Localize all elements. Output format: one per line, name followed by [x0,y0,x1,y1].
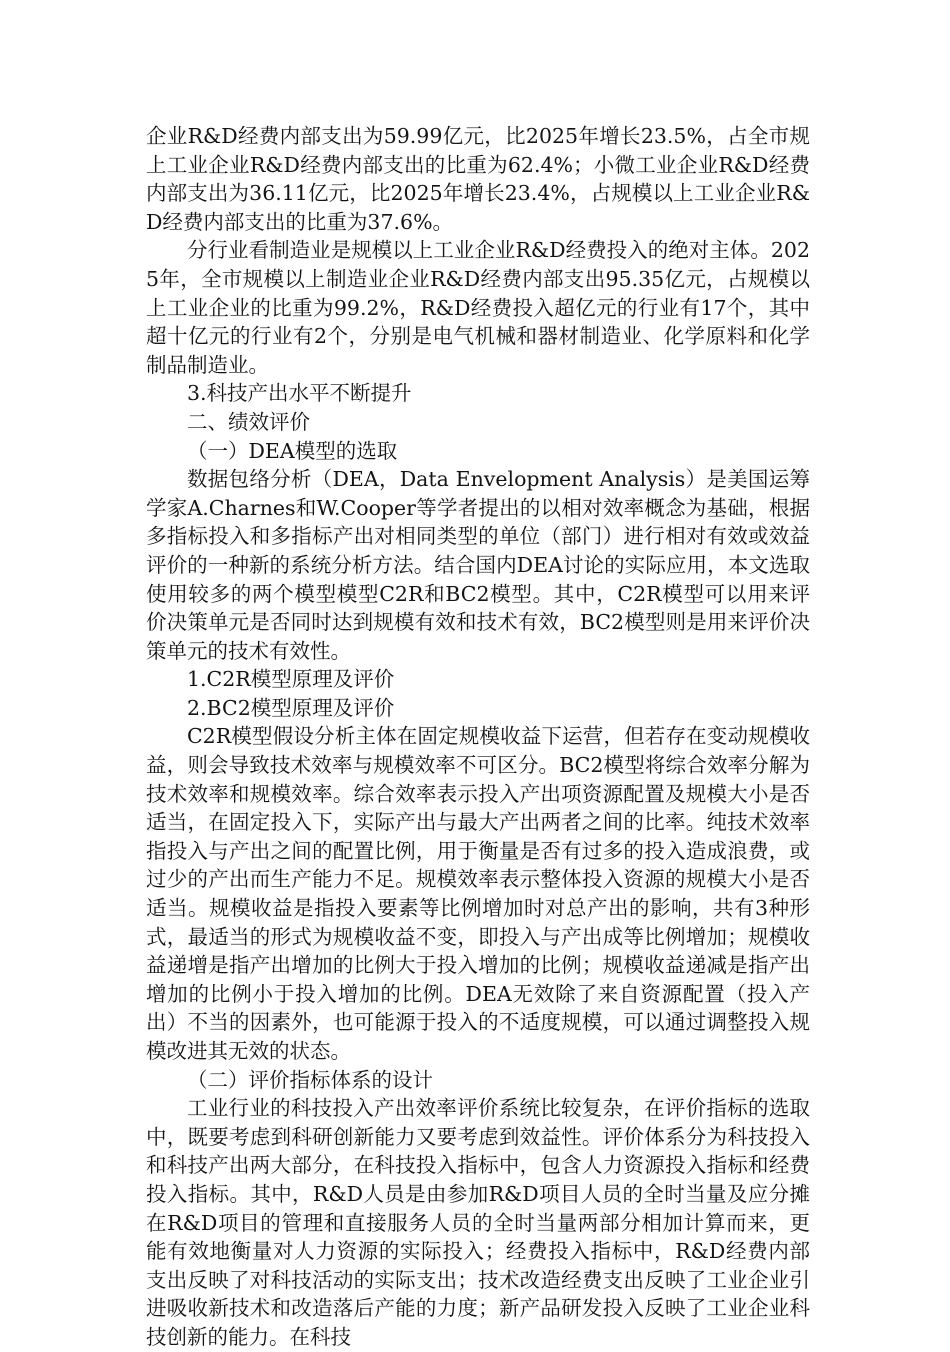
paragraph-indicator-design: 工业行业的科技投入产出效率评价系统比较复杂，在评价指标的选取中，既要考虑到科研创新能力又要考虑到效益性。评价体系分为科技投入和科技产出两大部分，在科技投入指标中，包含人力资源投入指标和经费投入指标。其中，R&D人员是由参加R&D项目人员的全时当量及应分摊在R&D项目的管理和直接服务人员的全时当量两部分相加计算而来，更能有效地衡量对人力资源的实际投入；经费投入指标中，R&D经费内部支出反映了对科技活动的实际支出；技术改造经费支出反映了工业企业引进吸收新技术和改造落后产能的力度；新产品研发投入反映了工业企业科技创新的能力。在科技 [146,1096,810,1349]
paragraph-dea-intro: 数据包络分析（DEA，Data Envelopment Analysis）是美国运筹学家A.Charnes和W.Cooper等学者提出的以相对效率概念为基础，根据多指标投入和多指标产出对相同类型的单位（部门）进行相对有效或效益评价的一种新的系统分析方法。结合国内DEA讨论的实际应用，本文选取使用较多的两个模型模型C2R和BC2模型。其中，C2R模型可以用来评价决策单元是否同时达到规模有效和技术有效，BC2模型则是用来评价决策单元的技术有效性。 [146,467,810,663]
heading-indicator-system: （二）评价指标体系的设计 [187,1067,433,1092]
heading-performance-evaluation: 二、绩效评价 [187,409,310,434]
document-body [146,122,810,1352]
heading-bc2-model: 2.BC2模型原理及评价 [187,695,395,720]
heading-tech-output: 3.科技产出水平不断提升 [187,381,412,406]
paragraph-bc2-explanation: C2R模型假设分析主体在固定规模收益下运营，但若存在变动规模收益，则会导致技术效率与规模效率不可区分。BC2模型将综合效率分解为技术效率和规模效率。综合效率表示投入产出项资源配置及规模大小是否适当，在固定投入下，实际产出与最大产出两者之间的比率。纯技术效率指投入与产出之间的配置比例，用于衡量是否有过多的投入造成浪费，或过少的产出而生产能力不足。规模效率表示整体投入资源的规模大小是否适当。规模收益是指投入要素等比例增加时对总产出的影响，共有3种形式，最适当的形式为规模收益不变，即投入与产出成等比例增加；规模收益递增是指产出增加的比例大于投入增加的比例；规模收益递减是指产出增加的比例小于投入增加的比例。DEA无效除了来自资源配置（投入产出）不当的因素外，也可能源于投入的不适度规模，可以通过调整投入规模改进其无效的状态。 [146,724,810,1063]
heading-c2r-model: 1.C2R模型原理及评价 [187,667,395,692]
paragraph-industry-breakdown: 分行业看制造业是规模以上工业企业R&D经费投入的绝对主体。2025年，全市规模以上制造业企业R&D经费内部支出95.35亿元，占规模以上工业企业的比重为99.2%，R&D经费投入超亿元的行业有17个，其中超十亿元的行业有2个，分别是电气机械和器材制造业、化学原料和化学制品制造业。 [146,238,810,377]
heading-dea-model-selection: （一）DEA模型的选取 [187,438,398,463]
paragraph-enterprise-rd-spending: 企业R&D经费内部支出为59.99亿元，比2025年增长23.5%，占全市规上工业企业R&D经费内部支出的比重为62.4%；小微工业企业R&D经费内部支出为36.11亿元，比2025年增长23.4%，占规模以上工业企业R&D经费内部支出的比重为37.6%。 [146,124,810,234]
